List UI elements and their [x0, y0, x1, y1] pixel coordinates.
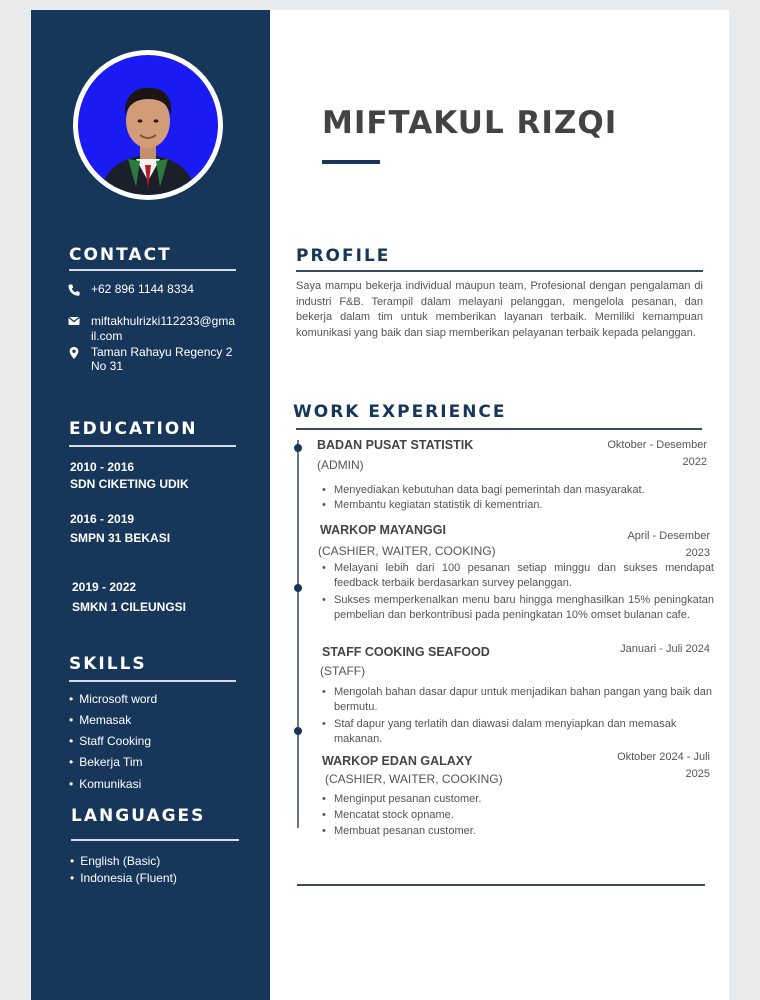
- job-bullet: • Menyediakan kebutuhan data bagi pemerintah dan masyarakat.: [322, 483, 694, 498]
- education-school: SMPN 31 BEKASI: [70, 531, 171, 545]
- education-school: SDN CIKETING UDIK: [70, 477, 189, 491]
- skill-item: • Komunikasi: [69, 777, 141, 791]
- contact-address-line2: No 31: [91, 359, 124, 373]
- job-bullet: • Sukses memperkenalkan menu baru hingga menghasilkan 15% peningkatan pembelian dan berkontribusi pada peningkatan 10% omset bulanan cafe.: [322, 593, 714, 623]
- job-date: [560, 641, 710, 658]
- job-role: (CASHIER, WAITER, COOKING): [325, 772, 503, 786]
- education-years: 2010 - 2016: [70, 460, 135, 474]
- education-years: 2019 - 2022: [72, 580, 137, 594]
- job-date-line: Oktober - Desember: [607, 439, 707, 451]
- location-icon: [67, 346, 81, 360]
- name-underline: [322, 160, 380, 164]
- contact-phone: +62 896 1144 8334: [91, 282, 194, 296]
- language-item: • Indonesia (Fluent): [70, 871, 177, 885]
- contact-heading: CONTACT: [69, 245, 172, 265]
- job-bullet: • Melayani lebih dari 100 pesanan setiap minggu dan sukses mendapat feedback terbaik berdasarkan survey pelanggan.: [322, 561, 714, 591]
- job-date-line: April - Desember: [627, 530, 710, 542]
- profile-heading: PROFILE: [296, 246, 391, 266]
- skills-divider: [69, 680, 236, 682]
- job-bullet: • Mengolah bahan dasar dapur untuk menjadikan bahan pangan yang baik dan bermutu.: [322, 685, 718, 715]
- job-bullet: • Membantu kegiatan statistik di kementrian.: [322, 498, 694, 513]
- skill-item: • Microsoft word: [69, 692, 157, 706]
- timeline-dot: [294, 444, 302, 452]
- education-school: SMKN 1 CILEUNGSI: [72, 600, 187, 614]
- contact-divider: [69, 269, 236, 271]
- job-bullet: • Membuat pesanan customer.: [322, 824, 694, 839]
- job-bullet: • Staf dapur yang terlatih dan diawasi dalam menyiapkan dan memasak makanan.: [322, 717, 718, 747]
- job-bullet: • Mencatat stock opname.: [322, 808, 694, 823]
- contact-email-line2: il.com: [91, 329, 123, 343]
- profile-photo: [73, 50, 223, 200]
- languages-heading: LANGUAGES: [71, 806, 206, 826]
- job-date-line: Oktober 2024 - Juli: [617, 751, 710, 763]
- contact-email-line1: miftakhulrizki112233@gma: [91, 314, 236, 328]
- job-date: [560, 437, 707, 471]
- education-divider: [69, 445, 236, 447]
- job-role: (STAFF): [320, 664, 366, 678]
- job-date: [560, 749, 710, 783]
- avatar: [78, 55, 218, 195]
- skills-heading: SKILLS: [69, 654, 147, 674]
- job-date-line: 2023: [685, 547, 710, 559]
- job-title: WARKOP MAYANGGI: [320, 523, 446, 537]
- job-title: STAFF COOKING SEAFOOD: [322, 645, 490, 659]
- job-date-line: 2022: [682, 456, 707, 468]
- timeline-line: [297, 440, 299, 828]
- education-years: 2016 - 2019: [70, 512, 135, 526]
- timeline-dot: [294, 727, 302, 735]
- job-title: WARKOP EDAN GALAXY: [322, 754, 473, 768]
- languages-divider: [71, 839, 239, 841]
- job-role: (ADMIN): [317, 458, 364, 472]
- resume-name: MIFTAKUL RIZQI: [322, 105, 618, 141]
- skill-item: • Memasak: [69, 713, 131, 727]
- job-date-line: 2025: [685, 768, 710, 780]
- profile-text: Saya mampu bekerja individual maupun team, Profesional dengan pengalaman di industri F&B. Terampil dalam melayani pelanggan, mengelola pesanan, dan bekerja dalam tim untuk memberikan layanan terbaik. Memiliki kemampuan komunikasi yang baik dan siap memberikan pelayanan terbaik kepada pelanggan.: [296, 280, 703, 339]
- job-title: BADAN PUSAT STATISTIK: [317, 438, 474, 452]
- job-role: (CASHIER, WAITER, COOKING): [318, 544, 496, 558]
- phone-icon: [67, 283, 81, 297]
- work-divider: [296, 428, 702, 430]
- job-date-line: Januari - Juli 2024: [620, 643, 710, 655]
- education-heading: EDUCATION: [69, 419, 198, 439]
- job-date: [560, 528, 710, 562]
- profile-divider: [296, 270, 703, 272]
- bottom-divider: [297, 884, 705, 886]
- contact-address-line1: Taman Rahayu Regency 2: [91, 345, 233, 359]
- email-icon: [67, 314, 81, 328]
- job-bullet: • Menginput pesanan customer.: [322, 792, 694, 807]
- skill-item: • Staff Cooking: [69, 734, 151, 748]
- language-item: • English (Basic): [70, 854, 160, 868]
- timeline-dot: [294, 584, 302, 592]
- work-heading: WORK EXPERIENCE: [293, 402, 507, 422]
- skill-item: • Bekerja Tim: [69, 755, 143, 769]
